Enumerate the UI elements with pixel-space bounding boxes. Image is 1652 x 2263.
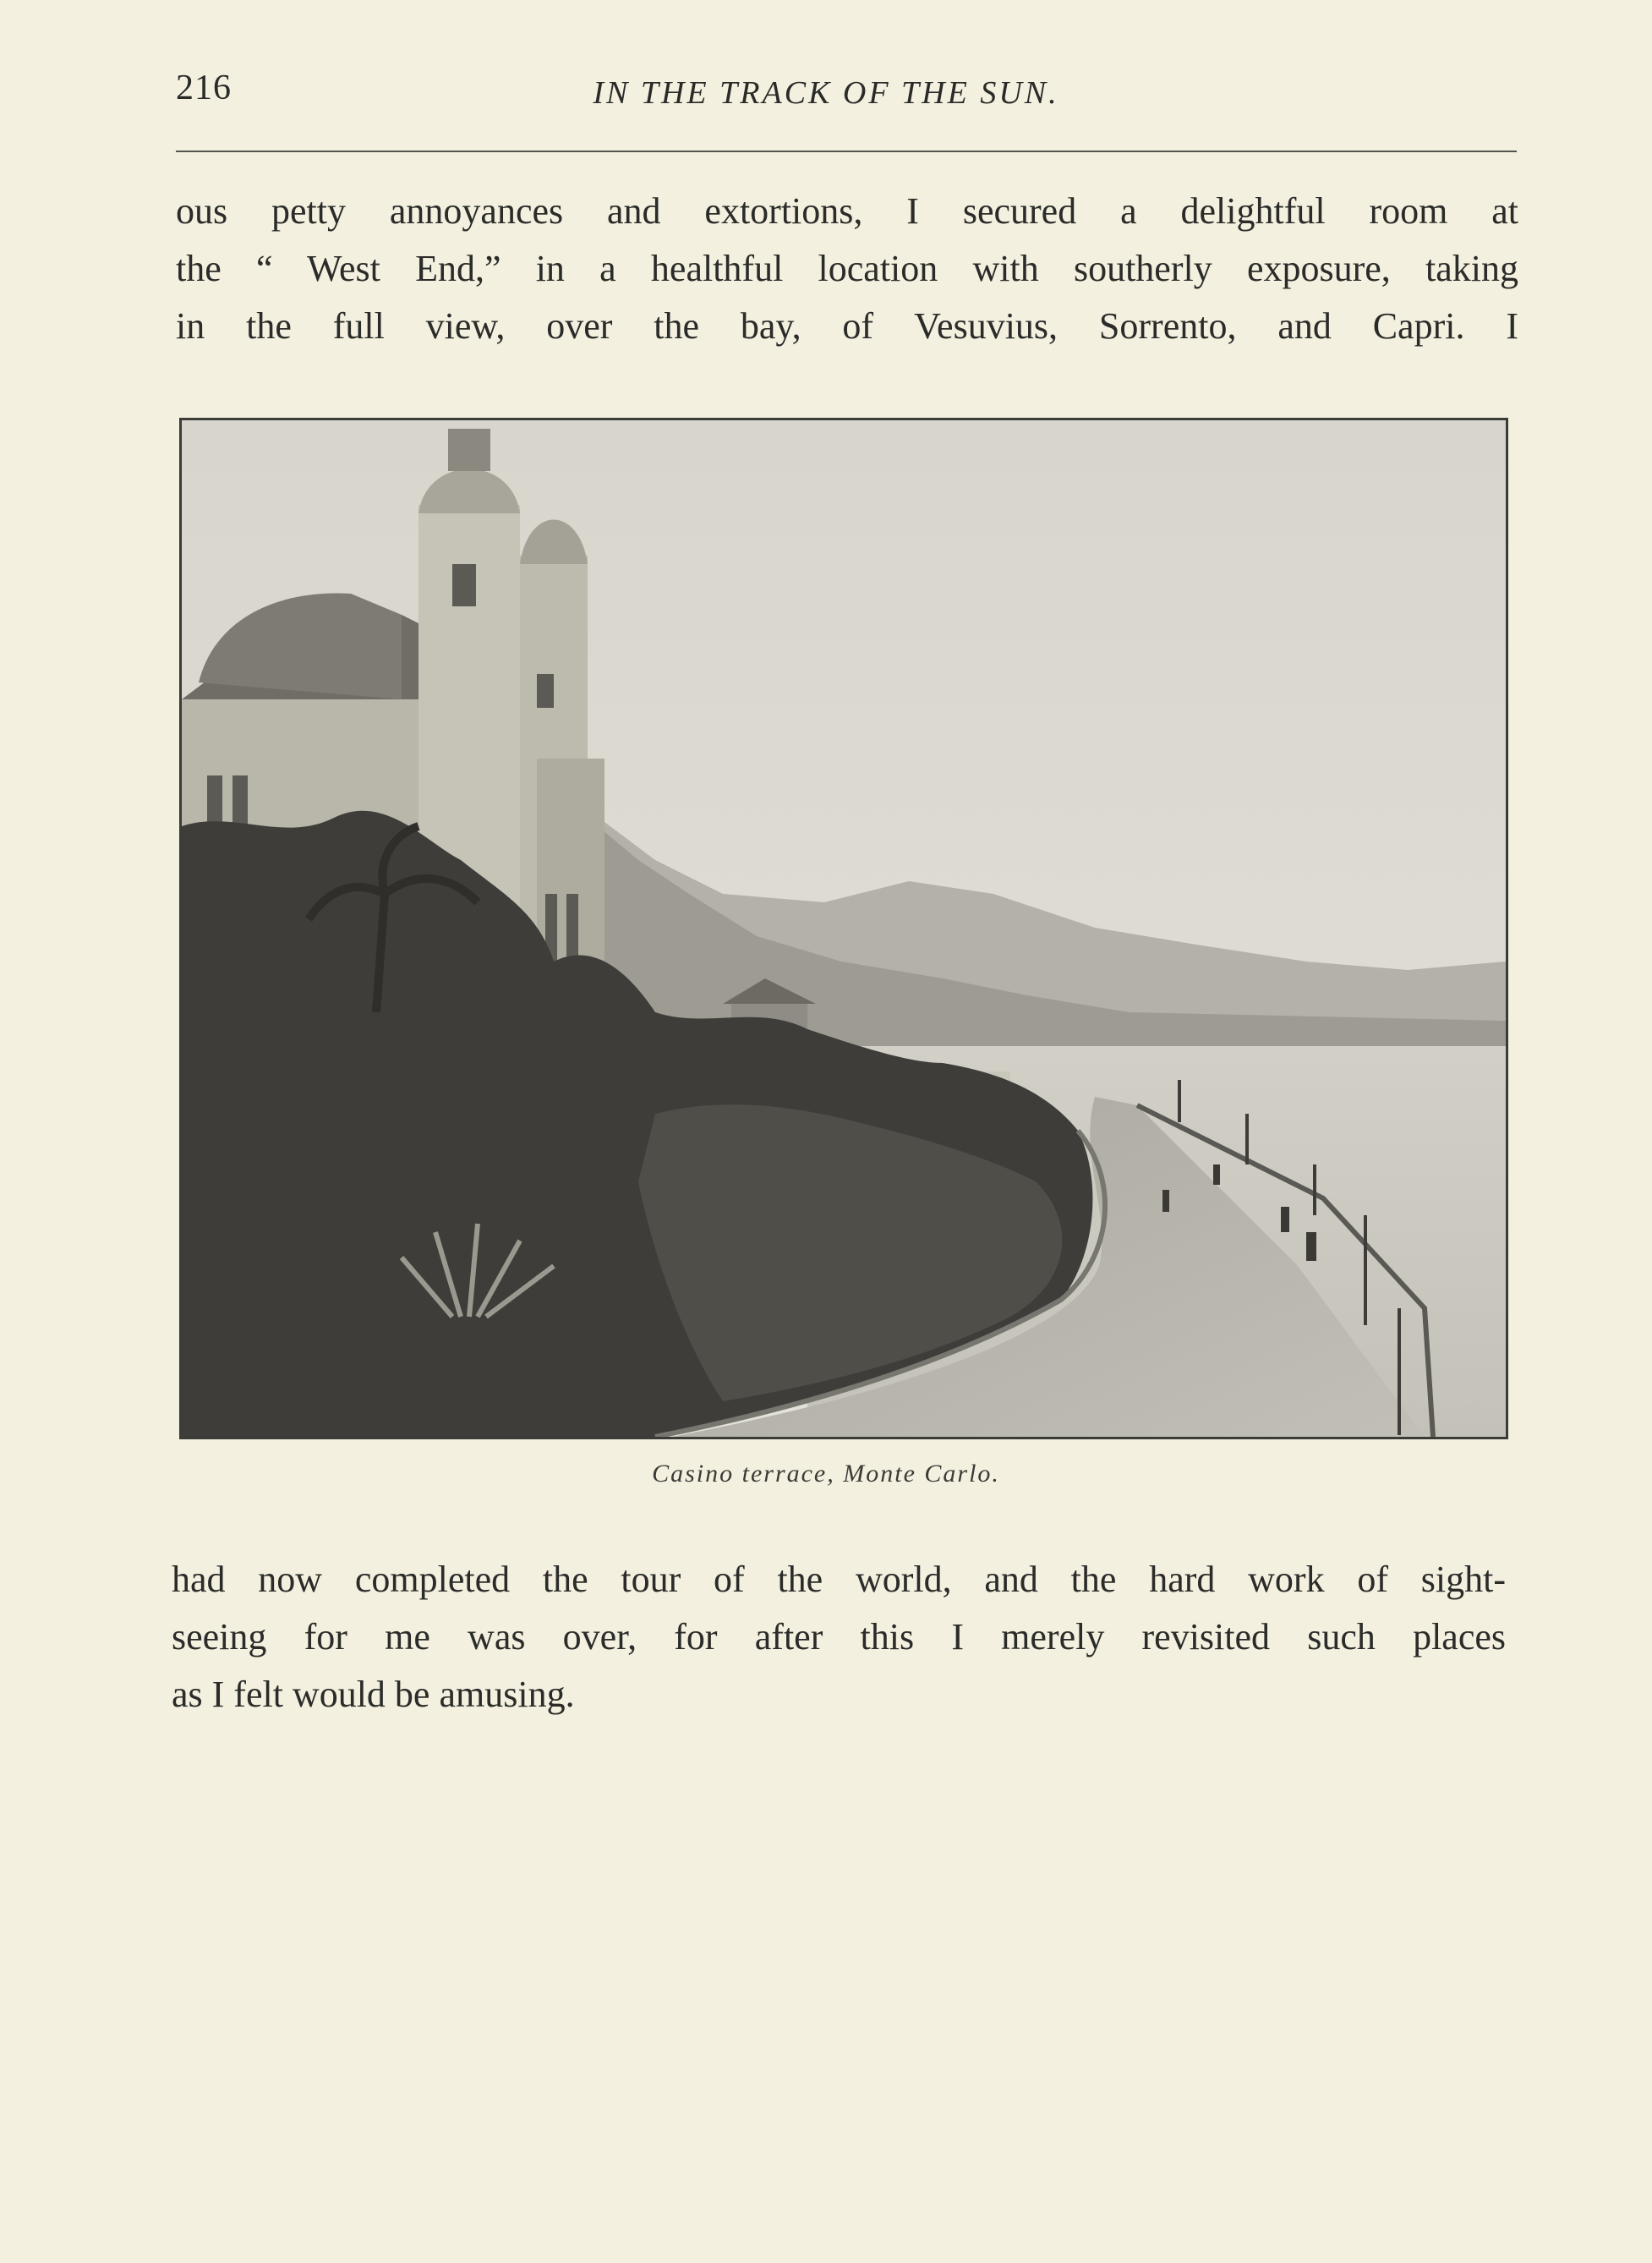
text-line: the “ West End,” in a healthful location with southerly exposure, taking: [176, 248, 1518, 289]
header-rule: [176, 151, 1517, 152]
paragraph-bottom: [172, 1551, 1506, 1723]
paragraph-top: [176, 183, 1518, 355]
text-line: as I felt would be amusing.: [172, 1674, 575, 1715]
text-line: had now completed the tour of the world, and the hard work of sight-: [172, 1559, 1506, 1600]
casino-terrace-illustration: [179, 418, 1508, 1439]
text-line: in the full view, over the bay, of Vesuvius, Sorrento, and Capri. I: [176, 305, 1518, 347]
text-line: ous petty annoyances and extortions, I secured a delightful room at: [176, 190, 1518, 232]
figure-caption: Casino terrace, Monte Carlo.: [652, 1460, 1000, 1488]
text-line: seeing for me was over, for after this I merely revisited such places: [172, 1616, 1506, 1658]
halftone-photograph: [182, 420, 1506, 1437]
running-head: [0, 68, 1652, 118]
page-number: 216: [176, 68, 232, 107]
running-title: IN THE TRACK OF THE SUN.: [593, 75, 1059, 111]
